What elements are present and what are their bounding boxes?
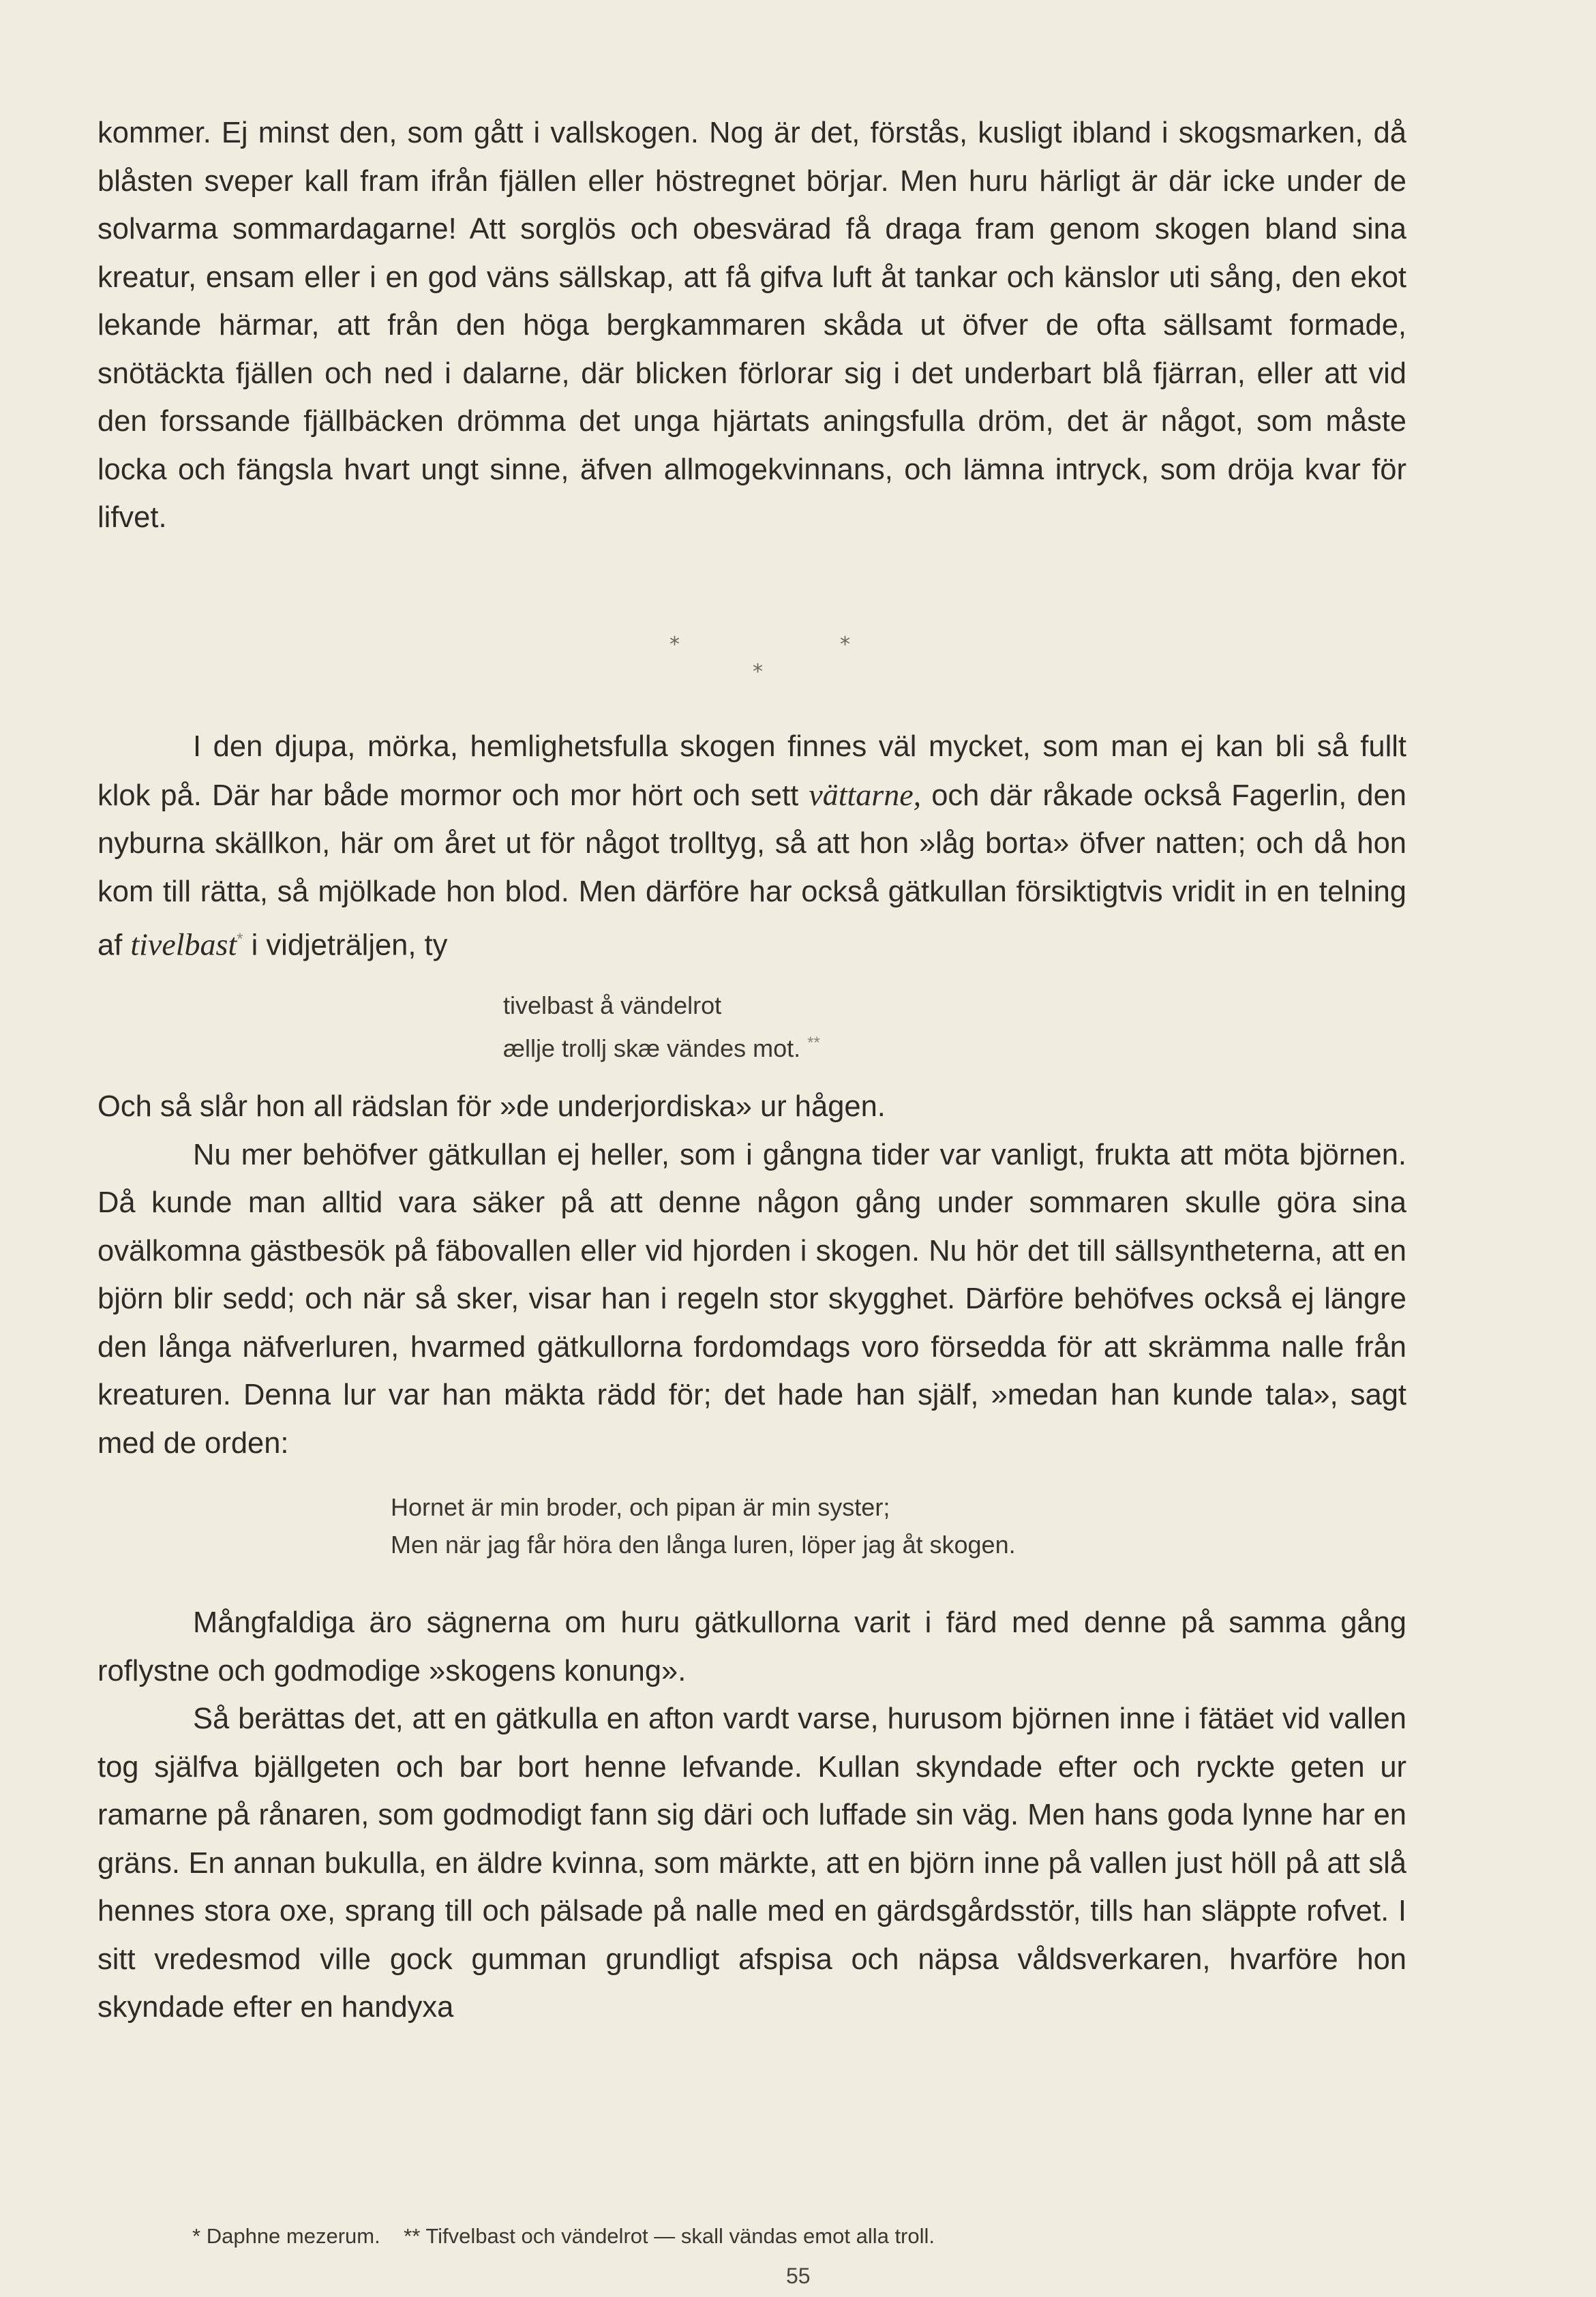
separator-asterisk: * — [840, 633, 850, 657]
separator-asterisk: * — [669, 633, 680, 657]
verse-line: Hornet är min broder, och pipan är min syster; — [391, 1493, 890, 1521]
paragraph-1: kommer. Ej minst den, som gått i vallskogen. Nog är det, förstås, kusligt ibland i skogsmarken, då blåsten sveper kall fram ifrån fjällen eller höstregnet börjar. Men huru härligt är där icke under de solvarma sommardagarne! Att sorglös och obesvärad få draga fram genom skogen bland sina kreatur, ensam eller i en god väns sällskap, att få gifva luft åt tankar och känslor uti sång, den ekot lekande härmar, att från den höga bergkammaren skåda ut öfver de ofta sällsamt formade, snötäckta fjällen och ned i dalarne, där blicken förlorar sig i det underbart blå fjärran, eller att vid den forssande fjällbäcken drömma det unga hjärtats aningsfulla dröm, det är något, som måste locka och fängsla hvart ungt sinne, äfven allmogekvinnans, och lämna intryck, som dröja kvar för lifvet. — [97, 117, 1406, 534]
footnote-marker: ** — [404, 2224, 421, 2248]
footnotes — [192, 2224, 935, 2249]
page-number: 55 — [786, 2264, 811, 2288]
paragraph-5: Mångfaldiga äro sägnerna om huru gätkullorna varit i färd med denne på samma gång roflystne och godmodige »skogens konung». — [97, 1606, 1406, 1687]
italic-term: vättarne, — [809, 777, 922, 812]
verse-quote-2 — [391, 1488, 1016, 1563]
paragraph-continuation — [97, 109, 1406, 542]
italic-term: tivelbast — [130, 927, 237, 962]
section-3 — [97, 1083, 1406, 1467]
section-separator — [0, 627, 1596, 682]
paragraph-4: Nu mer behöfver gätkullan ej heller, som i gångna tider var vanligt, frukta att möta björnen. Då kunde man alltid vara säker på att denne någon gång under sommaren skulle göra sina ovälkomna gästbesök på fäbovallen eller vid hjorden i skogen. Nu hör det till sällsyntheterna, att en björn blir sedd; och när så sker, visar han i regeln stor skygghet. Därföre behöfves också ej längre den långa näfverluren, hvarmed gätkullorna fordomdags voro försedda för att skrämma nalle från kreaturen. Denna lur var han mäkta rädd för; det hade han själf, »medan han kunde tala», sagt med de orden: — [97, 1138, 1406, 1460]
section-2 — [97, 723, 1406, 970]
separator-asterisk: * — [753, 660, 763, 684]
footnote-marker: * — [192, 2224, 201, 2248]
verse-line: Men när jag får höra den långa luren, löper jag åt skogen. — [391, 1531, 1016, 1559]
paragraph-6: Så berättas det, att en gätkulla en afton vardt varse, hurusom björnen inne i fätäet vid vallen tog själfva bjällgeten och bar bort henne lefvande. Kullan skyndade efter och ryckte geten ur ramarne på rånaren, som godmodigt fann sig däri och luffade sin väg. Men hans goda lynne har en gräns. En annan bukulla, en äldre kvinna, som märkte, att en björn inne på vallen just höll på att slå hennes stora oxe, sprang till och pälsade på nalle med en gärdsgårdsstör, tills han släppte rofvet. I sitt vredesmod ville gock gumman grundligt afspisa och näpsa våldsverkaren, hvarföre hon skyndade efter en handyxa — [97, 1702, 1406, 2024]
footnote-text: Daphne mezerum. — [206, 2224, 380, 2248]
footnote-marker: ** — [807, 1034, 820, 1052]
paragraph-2: I den djupa, mörka, hemlighetsfulla skogen finnes väl mycket, som man ej kan bli så fullt klok på. Där har både mormor och mor hört och sett vättarne, och där råkade också Fagerlin, den nyburna skällkon, här om året ut för något trolltyg, så att hon »låg borta» öfver natten; och då hon kom till rätta, så mjölkade hon blod. Men därföre har också gätkullan försiktigtvis vridit in en telning af tivelbast* i vidjeträljen, ty — [97, 730, 1406, 962]
section-4 — [97, 1599, 1406, 2032]
paragraph-3: Och så slår hon all rädslan för »de underjordiska» ur hågen. — [97, 1090, 886, 1123]
footnote-marker: * — [237, 930, 243, 948]
verse-quote-1 — [503, 987, 820, 1067]
verse-line: ællje trollj skæ vändes mot. ** — [503, 1034, 820, 1062]
verse-line: tivelbast å vändelrot — [503, 991, 722, 1019]
footnote-text: Tifvelbast och vändelrot — skall vändas emot alla troll. — [425, 2224, 935, 2248]
